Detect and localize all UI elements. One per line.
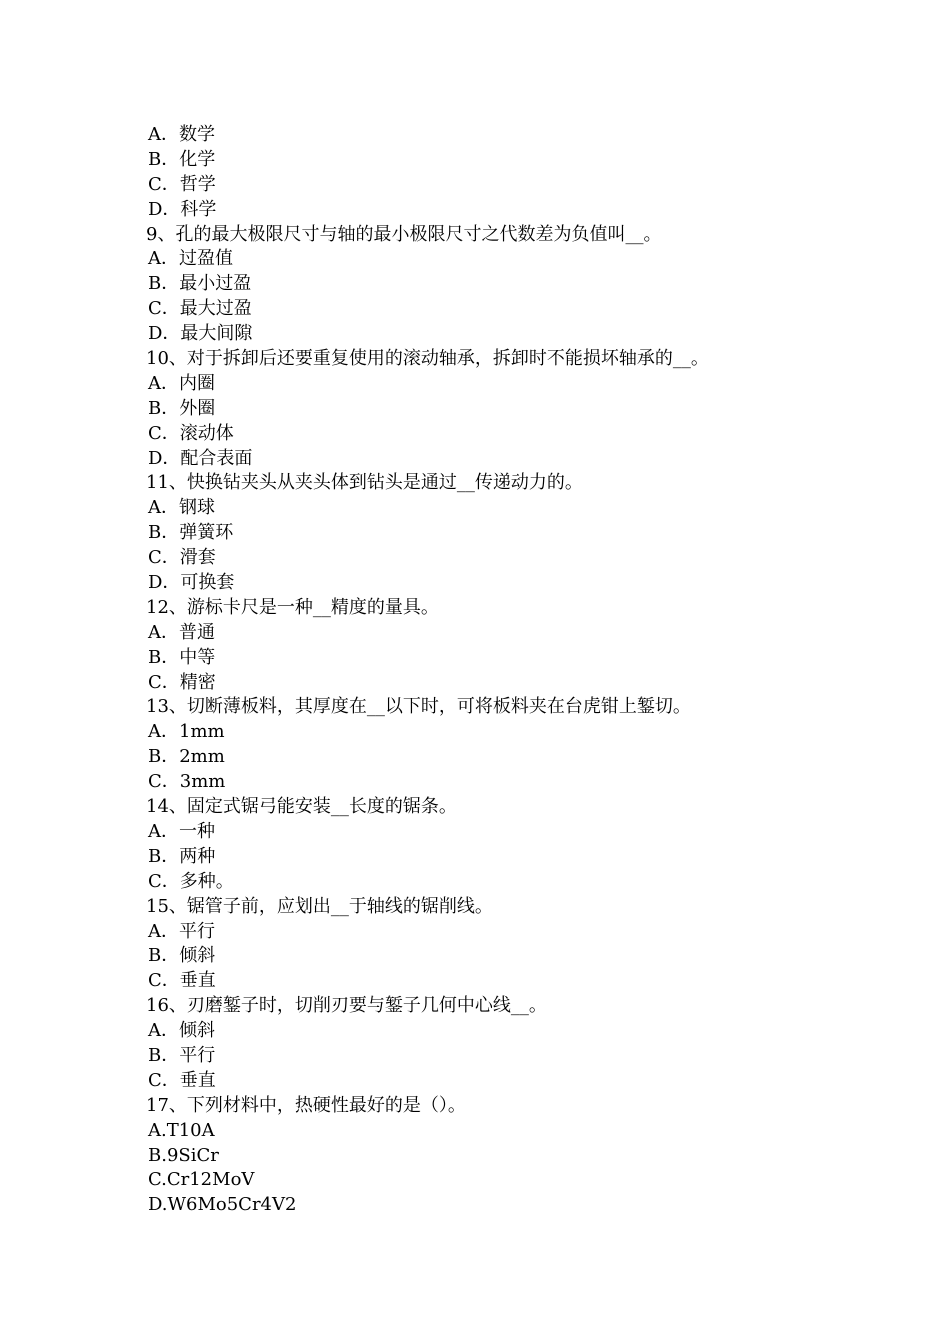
answer-option: B．化学 [148,148,216,170]
answer-option: C．哲学 [148,173,216,195]
answer-option: A．倾斜 [148,1020,215,1042]
question-text: 17、下列材料中，热硬性最好的是（）。 [146,1094,466,1116]
answer-option: B．最小过盈 [148,273,252,295]
question-text: 9、孔的最大极限尺寸与轴的最小极限尺寸之代数差为负值叫__。 [146,223,662,245]
answer-option: B．中等 [148,646,216,668]
question-text: 10、对于拆卸后还要重复使用的滚动轴承，拆卸时不能损坏轴承的__。 [146,348,709,370]
answer-option: A．过盈值 [148,248,233,270]
answer-option: A．内圈 [148,372,215,394]
question-text: 14、固定式锯弓能安装__长度的锯条。 [146,796,457,818]
answer-option: D．最大间隙 [148,323,253,345]
answer-option: B．2mm [148,746,225,768]
question-text: 12、游标卡尺是一种__精度的量具。 [146,596,439,618]
answer-option: B．平行 [148,1044,216,1066]
answer-option: A.T10A [148,1119,215,1141]
question-text: 16、刃磨錾子时，切削刃要与錾子几何中心线__。 [146,995,547,1017]
answer-option: C．滑套 [148,547,216,569]
answer-option: C．精密 [148,671,216,693]
answer-option: C．最大过盈 [148,298,252,320]
question-text: 13、切断薄板料，其厚度在__以下时，可将板料夹在台虎钳上錾切。 [146,696,691,718]
answer-option: D．科学 [148,198,217,220]
answer-option: C．滚动体 [148,422,234,444]
answer-option: A．1mm [148,721,225,743]
answer-option: D.W6Mo5Cr4V2 [148,1194,297,1216]
answer-option: C．3mm [148,771,226,793]
answer-option: D．配合表面 [148,447,253,469]
question-text: 15、锯管子前，应划出__于轴线的锯削线。 [146,895,493,917]
answer-option: B.9SiCr [148,1144,219,1166]
answer-option: C．垂直 [148,970,216,992]
question-text: 11、快换钻夹头从夹头体到钻头是通过__传递动力的。 [146,472,583,494]
answer-option: C．多种。 [148,870,234,892]
answer-option: A．数学 [148,124,215,145]
answer-option: A．平行 [148,920,215,942]
document-body [146,123,846,1218]
answer-option: B．弹簧环 [148,522,234,544]
answer-option: B．倾斜 [148,945,216,967]
answer-option: C．垂直 [148,1069,216,1091]
answer-option: B．外圈 [148,397,216,419]
answer-option: A．钢球 [148,497,215,519]
answer-option: B．两种 [148,845,216,867]
answer-option: A．一种 [148,820,215,842]
answer-option: C.Cr12MoV [148,1169,255,1191]
answer-option: A．普通 [148,621,215,643]
answer-option: D．可换套 [148,572,235,594]
